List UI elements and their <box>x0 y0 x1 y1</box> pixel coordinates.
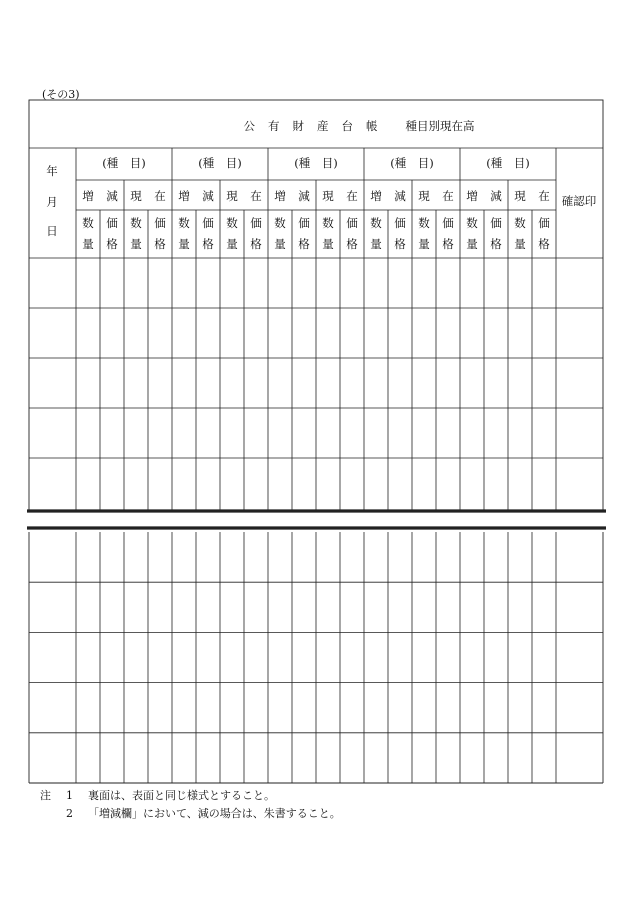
price-header: 価 <box>298 216 310 230</box>
form-title: 公有財産台帳 <box>243 119 391 133</box>
ledger-form <box>29 100 603 783</box>
price-header: 価 <box>250 216 262 230</box>
form-subtitle: (その3) <box>42 88 80 101</box>
price-header: 格 <box>346 237 358 251</box>
change-header-char: 減 <box>490 189 502 203</box>
quantity-header: 数 <box>514 216 526 230</box>
date-header-month: 月 <box>46 195 58 209</box>
price-header: 格 <box>442 237 454 251</box>
quantity-header: 数 <box>226 216 238 230</box>
quantity-header: 量 <box>370 237 382 251</box>
price-header: 価 <box>538 216 550 230</box>
current-header-char: 在 <box>538 189 550 203</box>
quantity-header: 数 <box>130 216 142 230</box>
date-header-year: 年 <box>46 164 58 178</box>
note-prefix: 注 <box>40 789 51 802</box>
quantity-header: 量 <box>130 237 142 251</box>
note-text: 「増減欄」において、減の場合は、朱書すること。 <box>88 807 341 820</box>
note-number: 1 <box>66 789 73 802</box>
change-header-char: 減 <box>394 189 406 203</box>
price-header: 格 <box>298 237 310 251</box>
price-header: 格 <box>490 237 502 251</box>
item-header: (種 目) <box>294 156 338 170</box>
price-header: 格 <box>538 237 550 251</box>
change-header-char: 減 <box>202 189 214 203</box>
quantity-header: 数 <box>418 216 430 230</box>
quantity-header: 数 <box>178 216 190 230</box>
quantity-header: 量 <box>178 237 190 251</box>
current-header-char: 在 <box>346 189 358 203</box>
price-header: 格 <box>250 237 262 251</box>
price-header: 価 <box>394 216 406 230</box>
price-header: 格 <box>106 237 118 251</box>
current-header-char: 在 <box>250 189 262 203</box>
item-header: (種 目) <box>198 156 242 170</box>
date-header-day: 日 <box>46 224 58 238</box>
change-header-char: 増 <box>370 189 382 203</box>
form-title-sub: 種目別現在高 <box>405 119 475 133</box>
quantity-header: 量 <box>274 237 286 251</box>
change-header-char: 増 <box>466 189 478 203</box>
change-header-char: 減 <box>298 189 310 203</box>
quantity-header: 量 <box>322 237 334 251</box>
note-2 <box>40 805 341 823</box>
current-header-char: 現 <box>226 189 238 203</box>
quantity-header: 量 <box>82 237 94 251</box>
price-header: 価 <box>154 216 166 230</box>
price-header: 価 <box>490 216 502 230</box>
quantity-header: 数 <box>370 216 382 230</box>
item-header: (種 目) <box>486 156 530 170</box>
price-header: 格 <box>394 237 406 251</box>
price-header: 価 <box>106 216 118 230</box>
quantity-header: 量 <box>226 237 238 251</box>
price-header: 価 <box>202 216 214 230</box>
current-header-char: 現 <box>514 189 526 203</box>
price-header: 価 <box>442 216 454 230</box>
current-header-char: 在 <box>154 189 166 203</box>
change-header-char: 増 <box>274 189 286 203</box>
price-header: 格 <box>202 237 214 251</box>
confirm-header: 確認印 <box>561 194 597 208</box>
quantity-header: 数 <box>322 216 334 230</box>
price-header: 価 <box>346 216 358 230</box>
quantity-header: 量 <box>418 237 430 251</box>
item-header: (種 目) <box>102 156 146 170</box>
quantity-header: 数 <box>82 216 94 230</box>
current-header-char: 在 <box>442 189 454 203</box>
price-header: 格 <box>154 237 166 251</box>
note-number: 2 <box>66 807 73 820</box>
note-1 <box>40 787 341 805</box>
quantity-header: 数 <box>274 216 286 230</box>
quantity-header: 量 <box>514 237 526 251</box>
quantity-header: 量 <box>466 237 478 251</box>
current-header-char: 現 <box>130 189 142 203</box>
item-header: (種 目) <box>390 156 434 170</box>
change-header-char: 増 <box>82 189 94 203</box>
change-header-char: 増 <box>178 189 190 203</box>
current-header-char: 現 <box>322 189 334 203</box>
note-text: 裏面は、表面と同じ様式とすること。 <box>88 789 275 802</box>
notes <box>40 787 341 823</box>
quantity-header: 数 <box>466 216 478 230</box>
current-header-char: 現 <box>418 189 430 203</box>
change-header-char: 減 <box>106 189 118 203</box>
